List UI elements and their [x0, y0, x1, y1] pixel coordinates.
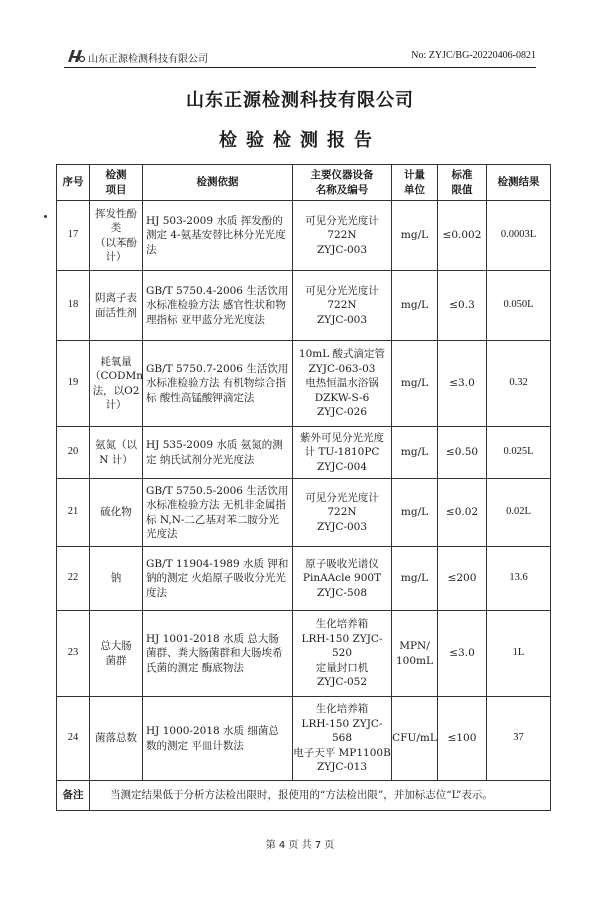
table-row	[57, 201, 551, 271]
limit: ≤0.02	[438, 479, 487, 547]
header-cell: 检测结果	[487, 165, 551, 201]
test-item: 菌落总数	[90, 697, 143, 781]
result: 0.050L	[487, 271, 551, 341]
test-basis: GB/T 11904-1989 水质 钾和钠的测定 火焰原子吸收分光光度法	[143, 547, 293, 611]
company-logo-icon	[66, 46, 86, 64]
table-row	[57, 611, 551, 697]
result: 1L	[487, 611, 551, 697]
table-row	[57, 547, 551, 611]
result: 0.0003L	[487, 201, 551, 271]
test-basis: HJ 503-2009 水质 挥发酚的测定 4-氨基安替比林分光光度法	[143, 201, 293, 271]
row-number: 21	[57, 479, 90, 547]
header-company-name: 山东正源检测科技有限公司	[88, 54, 208, 65]
row-number: 22	[57, 547, 90, 611]
limit: ≤3.0	[438, 611, 487, 697]
test-item: 硫化物	[90, 479, 143, 547]
equipment: 10mL 酸式滴定管 ZYJC-063-03 电热恒温水浴锅 DZKW-S-6 ZYJC-026	[293, 341, 392, 427]
test-basis: GB/T 5750.4-2006 生活饮用水标准检验方法 感官性状和物理指标 亚甲蓝分光光度法	[143, 271, 293, 341]
limit: ≤0.002	[438, 201, 487, 271]
page-header	[64, 46, 536, 68]
limit: ≤3.0	[438, 341, 487, 427]
inspection-table	[56, 164, 551, 811]
table-row	[57, 427, 551, 479]
limit: ≤0.50	[438, 427, 487, 479]
unit: MPN/ 100mL	[392, 611, 438, 697]
test-basis: HJ 535-2009 水质 氨氮的测定 纳氏试剂分光光度法	[143, 427, 293, 479]
equipment: 生化培养箱 LRH-150 ZYJC-520 定量封口机 ZYJC-052	[293, 611, 392, 697]
table-row	[57, 697, 551, 781]
limit: ≤100	[438, 697, 487, 781]
test-item: 耗氧量 （CODMn 法，以O2 计）	[90, 341, 143, 427]
header-cell: 检测依据	[143, 165, 293, 201]
row-number: 20	[57, 427, 90, 479]
result: 37	[487, 697, 551, 781]
report-number: No: ZYJC/BG-20220406-0821	[411, 50, 536, 61]
limit: ≤200	[438, 547, 487, 611]
equipment: 可见分光光度计 722N ZYJC-003	[293, 479, 392, 547]
result: 13.6	[487, 547, 551, 611]
equipment: 原子吸收光谱仪 PinAAcle 900T ZYJC-508	[293, 547, 392, 611]
table-row	[57, 341, 551, 427]
unit: mg/L	[392, 341, 438, 427]
test-basis: GB/T 5750.7-2006 生活饮用水标准检验方法 有机物综合指标 酸性高锰酸钾滴定法	[143, 341, 293, 427]
unit: mg/L	[392, 479, 438, 547]
test-item: 氨氮（以 N 计）	[90, 427, 143, 479]
report-title: 山东正源检测科技有限公司	[186, 90, 414, 111]
row-number: 24	[57, 697, 90, 781]
remark-text: 当测定结果低于分析方法检出限时，报使用的“方法检出限”，并加标志位“L”表示。	[90, 781, 551, 811]
header-cell: 计量 单位	[392, 165, 438, 201]
result: 0.32	[487, 341, 551, 427]
unit: CFU/mL	[392, 697, 438, 781]
unit: mg/L	[392, 201, 438, 271]
row-number: 19	[57, 341, 90, 427]
equipment: 可见分光光度计 722N ZYJC-003	[293, 201, 392, 271]
table-header-row	[57, 165, 551, 201]
equipment: 生化培养箱 LRH-150 ZYJC-568 电子天平 MP1100B ZYJC-013	[293, 697, 392, 781]
test-item: 钠	[90, 547, 143, 611]
equipment: 紫外可见分光光度 计 TU-1810PC ZYJC-004	[293, 427, 392, 479]
unit: mg/L	[392, 547, 438, 611]
stray-mark	[44, 215, 47, 218]
equipment: 可见分光光度计 722N ZYJC-003	[293, 271, 392, 341]
header-cell: 检测 项目	[90, 165, 143, 201]
page-footer: 第 4 页 共 7 页	[265, 840, 335, 851]
test-item: 挥发性酚类 （以苯酚计）	[90, 201, 143, 271]
test-item: 总大肠 菌群	[90, 611, 143, 697]
remark-row	[57, 781, 551, 811]
table-row	[57, 271, 551, 341]
limit: ≤0.3	[438, 271, 487, 341]
row-number: 23	[57, 611, 90, 697]
remark-label: 备注	[57, 781, 90, 811]
row-number: 18	[57, 271, 90, 341]
result: 0.025L	[487, 427, 551, 479]
test-basis: HJ 1001-2018 水质 总大肠菌群、粪大肠菌群和大肠埃希氏菌的测定 酶底物法	[143, 611, 293, 697]
test-item: 阴离子表 面活性剂	[90, 271, 143, 341]
header-cell: 序号	[57, 165, 90, 201]
result: 0.02L	[487, 479, 551, 547]
unit: mg/L	[392, 427, 438, 479]
header-cell: 标准 限值	[438, 165, 487, 201]
header-cell: 主要仪器设备 名称及编号	[293, 165, 392, 201]
report-subtitle: 检验检测报告	[219, 130, 381, 151]
unit: mg/L	[392, 271, 438, 341]
row-number: 17	[57, 201, 90, 271]
table-row	[57, 479, 551, 547]
test-basis: GB/T 5750.5-2006 生活饮用水标准检验方法 无机非金属指标 N,N-二乙基对苯二胺分光光度法	[143, 479, 293, 547]
test-basis: HJ 1000-2018 水质 细菌总数的测定 平皿计数法	[143, 697, 293, 781]
